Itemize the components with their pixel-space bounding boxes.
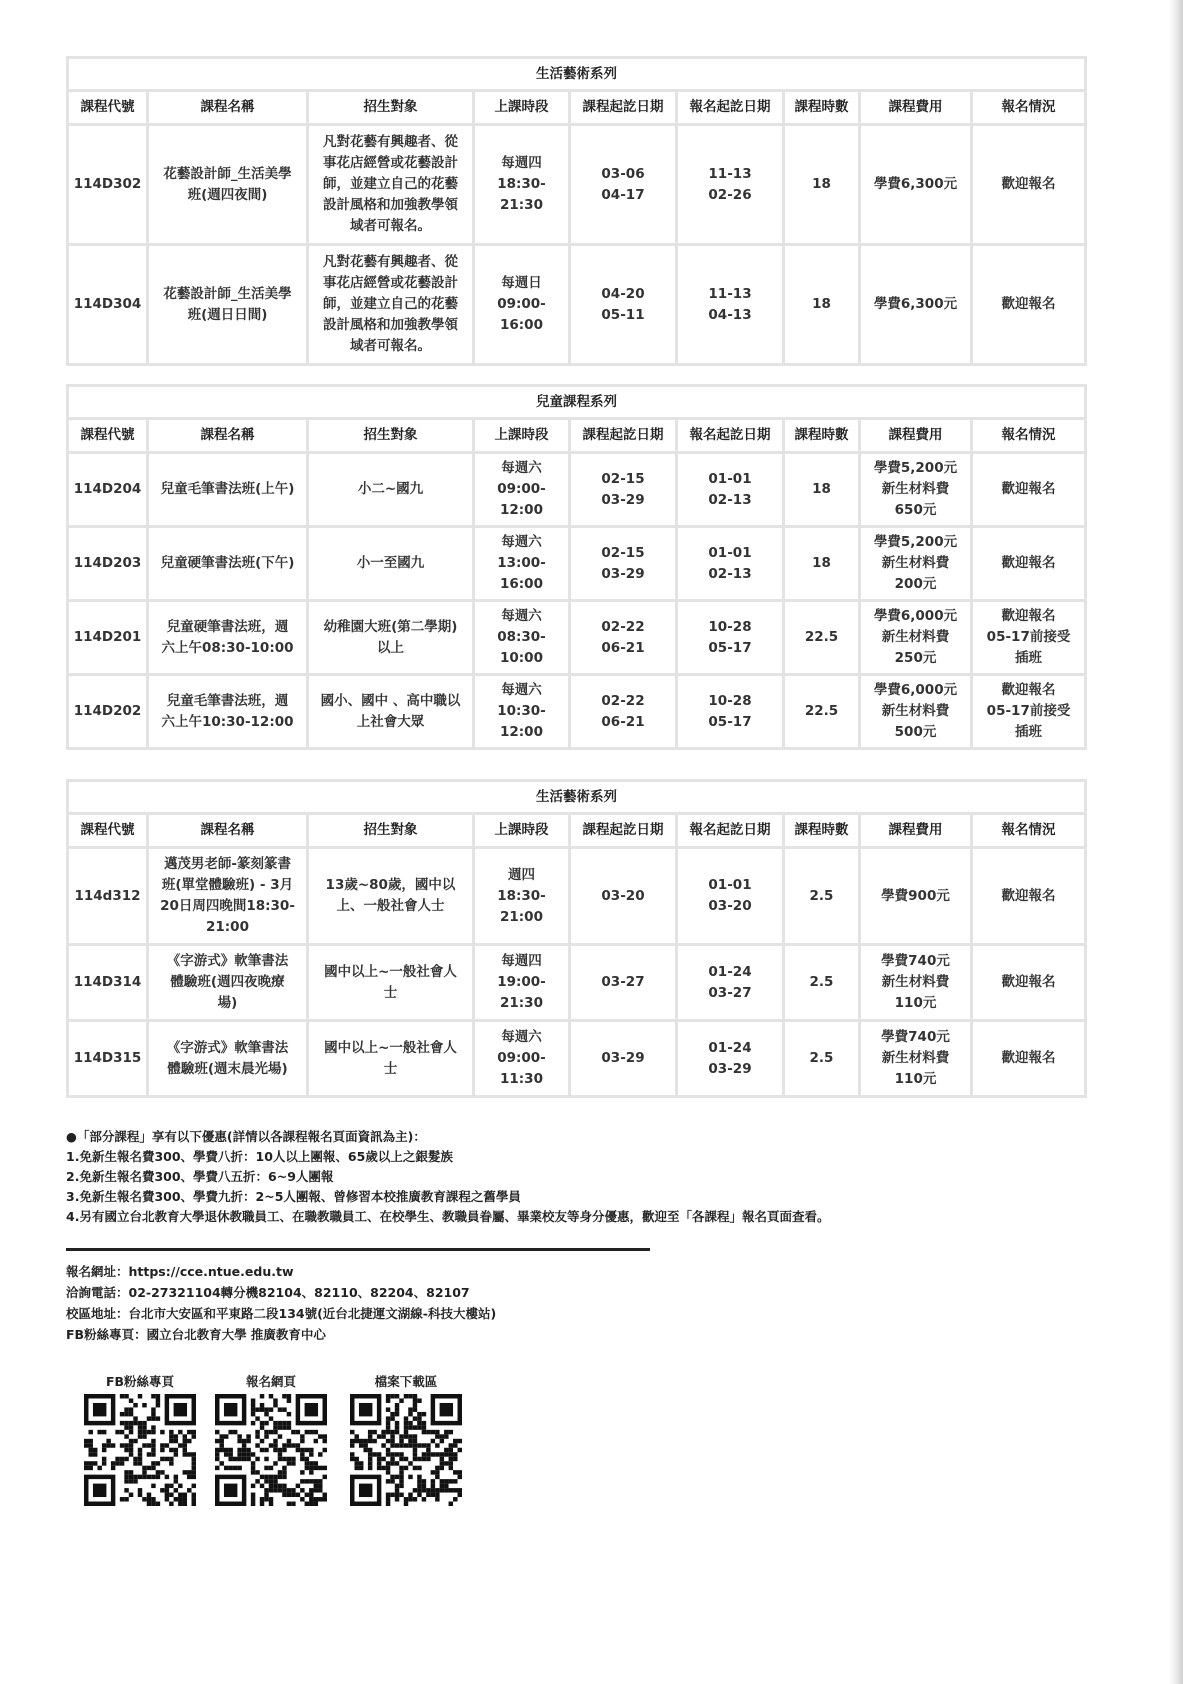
- course-name: [148, 245, 308, 365]
- signup-status[interactable]: [972, 125, 1086, 245]
- target-audience-line: 小二~國九: [357, 481, 424, 497]
- signup-dates: [677, 675, 784, 749]
- signup-status[interactable]: [972, 601, 1086, 675]
- course-fee-line: 新生材料費: [881, 703, 950, 719]
- table-row: [68, 125, 1086, 245]
- table-title: 兒童課程系列: [68, 386, 1086, 419]
- signup-status[interactable]: [972, 527, 1086, 601]
- course-table-children: [66, 384, 1087, 750]
- course-name-line: 邁茂男老師-篆刻篆書: [163, 856, 292, 872]
- qr-signup[interactable]: [211, 1372, 331, 1506]
- column-header: 課程名稱: [148, 419, 308, 453]
- course-dates-line: 03-29: [601, 1050, 645, 1066]
- class-time-line: 18:30-21:30: [497, 176, 546, 213]
- signup-dates: [677, 601, 784, 675]
- signup-dates-line: 01-24: [708, 963, 752, 980]
- course-fee-line: 新生材料費: [881, 555, 950, 571]
- column-header: 報名起訖日期: [677, 91, 784, 125]
- qr-code-icon[interactable]: [350, 1394, 462, 1506]
- course-hours: 18: [784, 527, 860, 601]
- class-time-line: 09:00-16:00: [497, 296, 546, 333]
- column-header: 報名情況: [972, 419, 1086, 453]
- signup-status-line: 歡迎報名: [1001, 682, 1056, 698]
- course-fee-line: 學費5,200元: [873, 460, 958, 476]
- course-code: 114D315: [68, 1021, 148, 1097]
- signup-status[interactable]: [972, 675, 1086, 749]
- table-title: 生活藝術系列: [68, 58, 1086, 91]
- target-audience: [308, 125, 474, 245]
- course-name-line: 兒童硬筆書法班，週: [166, 618, 289, 635]
- signup-dates-line: 01-01: [708, 470, 752, 487]
- target-audience: [308, 453, 474, 527]
- class-time-line: 09:00-11:30: [497, 1050, 546, 1087]
- course-dates-line: 05-11: [601, 306, 645, 323]
- column-header: 上課時段: [474, 814, 570, 848]
- course-fee: [860, 245, 972, 365]
- signup-status-line: 歡迎報名: [1001, 974, 1056, 990]
- course-hours: 18: [784, 125, 860, 245]
- course-dates-line: 06-21: [601, 713, 645, 730]
- course-fee: [860, 848, 972, 945]
- discount-notes: [66, 1127, 1106, 1227]
- target-audience-line: 域者可報名。: [350, 338, 431, 354]
- column-header: 報名起訖日期: [677, 814, 784, 848]
- course-fee-line: 學費6,000元: [873, 608, 958, 624]
- course-dates: [570, 601, 677, 675]
- target-audience-line: 師，並建立自己的花藝: [323, 176, 458, 192]
- signup-dates-line: 03-20: [708, 898, 752, 914]
- signup-status[interactable]: [972, 1021, 1086, 1097]
- course-fee: [860, 527, 972, 601]
- course-dates: [570, 945, 677, 1021]
- signup-dates: [677, 245, 784, 365]
- signup-dates-line: 01-24: [708, 1039, 752, 1056]
- course-fee-line: 新生材料費: [881, 974, 950, 990]
- column-header: 報名情況: [972, 814, 1086, 848]
- target-audience: [308, 527, 474, 601]
- class-time-line: 每週六: [501, 608, 542, 624]
- notes-line: 2.免新生報名費300、學費八五折：6~9人團報: [66, 1169, 334, 1184]
- course-name-line: 兒童毛筆書法班，週: [166, 692, 289, 709]
- class-time-line: 每週六: [501, 534, 542, 550]
- signup-dates-line: 01-01: [708, 544, 752, 561]
- target-audience-line: 設計風格和加強教學領: [323, 197, 458, 213]
- notes-line: 3.免新生報名費300、學費九折：2~5人團報、曾修習本校推廣教育課程之舊學員: [66, 1189, 521, 1204]
- class-time-line: 每週日: [501, 275, 542, 291]
- signup-status-line: 歡迎報名: [1001, 481, 1056, 497]
- course-fee-line: 學費740元: [881, 953, 950, 969]
- target-audience-line: 以上: [377, 639, 404, 656]
- table-row: [68, 527, 1086, 601]
- table-row: [68, 675, 1086, 749]
- target-audience-line: 13歲~80歲，國中以: [325, 877, 456, 893]
- course-dates-line: 02-22: [601, 618, 645, 635]
- course-fee: [860, 601, 972, 675]
- course-fee-line: 學費6,300元: [873, 176, 958, 192]
- target-audience-line: 上、一般社會人士: [336, 898, 445, 914]
- signup-dates-line: 04-13: [708, 306, 752, 323]
- page-edge-shadow: [1169, 0, 1183, 1684]
- target-audience-line: 國中以上~一般社會人: [324, 963, 457, 980]
- course-name: [148, 848, 308, 945]
- signup-status-line: 05-17前接受: [986, 629, 1071, 645]
- course-name-line: 班(週四夜間): [187, 186, 268, 203]
- target-audience-line: 設計風格和加強教學領: [323, 317, 458, 333]
- column-header: 課程代號: [68, 814, 148, 848]
- course-table-life-arts-2: [66, 779, 1087, 1098]
- course-hours: 2.5: [784, 1021, 860, 1097]
- class-time: [474, 245, 570, 365]
- target-audience-line: 士: [383, 1060, 398, 1077]
- target-audience: [308, 945, 474, 1021]
- course-dates: [570, 453, 677, 527]
- course-fee-line: 學費6,300元: [873, 296, 958, 312]
- course-fee-line: 新生材料費: [881, 1050, 950, 1066]
- column-header: 上課時段: [474, 91, 570, 125]
- signup-dates-line: 11-13: [708, 285, 752, 302]
- course-dates-line: 04-20: [601, 285, 645, 302]
- course-fee-line: 新生材料費: [881, 629, 950, 645]
- column-header: 上課時段: [474, 419, 570, 453]
- signup-dates-line: 03-27: [708, 984, 752, 1001]
- column-header: 課程代號: [68, 91, 148, 125]
- target-audience-line: 凡對花藝有興趣者、從: [323, 134, 458, 150]
- table-row: [68, 1021, 1086, 1097]
- course-code: 114D304: [68, 245, 148, 365]
- target-audience-line: 域者可報名。: [350, 218, 431, 234]
- signup-dates-line: 02-13: [708, 565, 752, 582]
- course-name-line: 體驗班(週四夜晚療: [170, 974, 285, 990]
- signup-dates: [677, 453, 784, 527]
- signup-dates: [677, 125, 784, 245]
- table-row: [68, 601, 1086, 675]
- target-audience-line: 凡對花藝有興趣者、從: [323, 254, 458, 270]
- signup-dates-line: 02-13: [708, 491, 752, 508]
- signup-dates-line: 03-29: [708, 1060, 752, 1077]
- class-time: [474, 453, 570, 527]
- course-dates-line: 02-15: [601, 470, 645, 487]
- table-row: [68, 848, 1086, 945]
- course-fee-line: 學費5,200元: [873, 534, 958, 550]
- target-audience-line: 事花店經營或花藝設計: [323, 275, 458, 291]
- notes-line: 4.另有國立台北教育大學退休教職員工、在職教職員工、在校學生、教職員眷屬、畢業校友等身分優惠，歡迎至「各課程」報名頁面查看。: [66, 1209, 830, 1224]
- course-fee: [860, 945, 972, 1021]
- course-fee-line: 學費900元: [881, 887, 950, 904]
- class-time-line: 18:30-21:00: [497, 887, 546, 925]
- signup-status-line: 插班: [1015, 650, 1043, 666]
- course-name-line: 花藝設計師_生活美學: [163, 285, 292, 302]
- course-name-line: 21:00: [206, 919, 249, 935]
- signup-dates-line: 01-01: [708, 877, 752, 893]
- qr-code-icon[interactable]: [215, 1394, 327, 1506]
- target-audience-line: 小一至國九: [356, 555, 425, 571]
- signup-status-line: 歡迎報名: [1001, 555, 1056, 571]
- class-time: [474, 675, 570, 749]
- table-title: 生活藝術系列: [68, 781, 1086, 814]
- course-table-life-arts-1: [66, 56, 1087, 366]
- course-code: 114D314: [68, 945, 148, 1021]
- course-code: 114D204: [68, 453, 148, 527]
- course-name-line: 班(單堂體驗班) - 3月: [161, 877, 294, 893]
- course-fee: [860, 125, 972, 245]
- class-time-line: 每週六: [501, 1029, 542, 1045]
- signup-status[interactable]: [972, 245, 1086, 365]
- target-audience-line: 國小、國中 、高中職以: [320, 692, 461, 709]
- signup-dates: [677, 527, 784, 601]
- table-row: [68, 453, 1086, 527]
- course-code: 114D302: [68, 125, 148, 245]
- column-header: 課程名稱: [148, 814, 308, 848]
- divider: [66, 1248, 650, 1251]
- notes-line: 1.免新生報名費300、學費八折：10人以上團報、65歲以上之銀髮族: [66, 1149, 453, 1164]
- course-dates: [570, 1021, 677, 1097]
- course-name-line: 六上午08:30-10:00: [161, 639, 294, 656]
- class-time-line: 19:00-21:30: [497, 974, 546, 1011]
- target-audience-line: 事花店經營或花藝設計: [323, 155, 458, 171]
- column-header: 課程代號: [68, 419, 148, 453]
- class-time: [474, 1021, 570, 1097]
- course-dates: [570, 675, 677, 749]
- column-header: 課程費用: [860, 419, 972, 453]
- signup-status-line: 歡迎報名: [1001, 608, 1056, 624]
- course-fee-line: 學費6,000元: [873, 682, 958, 698]
- course-dates: [570, 848, 677, 945]
- signup-dates-line: 02-26: [708, 186, 752, 203]
- course-dates-line: 03-06: [601, 165, 645, 182]
- campus-address: 校區地址：台北市大安區和平東路二段134號(近台北捷運文湖線-科技大樓站): [66, 1306, 497, 1321]
- qr-fb[interactable]: [80, 1372, 200, 1506]
- class-time-line: 每週四: [501, 953, 542, 969]
- course-dates-line: 03-29: [601, 491, 645, 508]
- signup-status-line: 歡迎報名: [1001, 296, 1056, 312]
- class-time-line: 週四: [508, 866, 535, 883]
- course-dates-line: 03-27: [601, 974, 645, 990]
- course-dates-line: 03-29: [601, 565, 645, 582]
- course-code: 114D201: [68, 601, 148, 675]
- course-dates: [570, 527, 677, 601]
- class-time: [474, 945, 570, 1021]
- class-time: [474, 125, 570, 245]
- course-name-line: 六上午10:30-12:00: [161, 713, 294, 730]
- course-hours: 18: [784, 453, 860, 527]
- signup-status-line: 歡迎報名: [1001, 176, 1056, 192]
- class-time-line: 10:30-12:00: [497, 703, 546, 740]
- course-name-line: 20日周四晚間18:30-: [160, 898, 295, 914]
- course-name-line: 兒童毛筆書法班(上午): [160, 481, 295, 497]
- course-fee-line: 500元: [894, 724, 937, 740]
- class-time-line: 每週四: [501, 155, 542, 171]
- course-name: [148, 675, 308, 749]
- signup-dates: [677, 1021, 784, 1097]
- course-code: 114D202: [68, 675, 148, 749]
- qr-label: 檔案下載區: [374, 1374, 438, 1389]
- signup-status-line: 歡迎報名: [1001, 887, 1056, 904]
- course-fee-line: 650元: [894, 502, 937, 518]
- course-fee-line: 學費740元: [881, 1029, 950, 1045]
- column-header: 課程時數: [784, 419, 860, 453]
- course-name: [148, 125, 308, 245]
- signup-status-line: 05-17前接受: [986, 703, 1071, 719]
- course-name-line: 班(週日日間): [187, 306, 268, 323]
- signup-dates-line: 05-17: [708, 713, 752, 730]
- course-dates-line: 06-21: [601, 639, 645, 656]
- course-hours: 22.5: [784, 675, 860, 749]
- target-audience-line: 師，並建立自己的花藝: [323, 296, 458, 312]
- class-time-line: 08:30-10:00: [497, 629, 546, 666]
- course-name: [148, 527, 308, 601]
- course-fee-line: 250元: [894, 650, 937, 666]
- target-audience-line: 國中以上~一般社會人: [324, 1039, 457, 1056]
- class-time-line: 13:00-16:00: [497, 555, 546, 592]
- target-audience: [308, 1021, 474, 1097]
- class-time-line: 每週六: [501, 682, 542, 698]
- fb-page: FB粉絲專頁：國立台北教育大學 推廣教育中心: [66, 1327, 326, 1342]
- course-name-line: 場): [217, 995, 238, 1011]
- qr-download[interactable]: [346, 1372, 466, 1506]
- class-time-line: 09:00-12:00: [497, 481, 546, 518]
- contact-info: [66, 1261, 496, 1345]
- course-fee: [860, 1021, 972, 1097]
- signup-status-line: 歡迎報名: [1001, 1050, 1056, 1066]
- target-audience: [308, 675, 474, 749]
- course-fee-line: 200元: [894, 576, 937, 592]
- column-header: 課程時數: [784, 814, 860, 848]
- signup-dates: [677, 848, 784, 945]
- course-dates-line: 02-15: [601, 544, 645, 561]
- column-header: 課程費用: [860, 91, 972, 125]
- signup-dates-line: 10-28: [708, 692, 752, 709]
- course-name-line: 《字游式》軟筆書法: [166, 1039, 289, 1056]
- course-fee: [860, 675, 972, 749]
- column-header: 課程起訖日期: [570, 419, 677, 453]
- course-name: [148, 453, 308, 527]
- course-fee-line: 110元: [894, 1071, 937, 1087]
- course-dates-line: 02-22: [601, 692, 645, 709]
- course-fee-line: 新生材料費: [881, 481, 950, 497]
- course-dates: [570, 125, 677, 245]
- target-audience: [308, 245, 474, 365]
- signup-dates-line: 05-17: [708, 639, 752, 656]
- course-code: 114d312: [68, 848, 148, 945]
- signup-dates-line: 10-28: [708, 618, 752, 635]
- column-header: 招生對象: [308, 419, 474, 453]
- signup-dates: [677, 945, 784, 1021]
- signup-status[interactable]: [972, 848, 1086, 945]
- column-header: 課程時數: [784, 91, 860, 125]
- class-time: [474, 601, 570, 675]
- column-header: 招生對象: [308, 91, 474, 125]
- column-header: 課程起訖日期: [570, 814, 677, 848]
- target-audience-line: 士: [383, 984, 398, 1001]
- column-header: 課程費用: [860, 814, 972, 848]
- column-header: 課程起訖日期: [570, 91, 677, 125]
- column-header: 招生對象: [308, 814, 474, 848]
- course-name-line: 兒童硬筆書法班(下午): [160, 555, 295, 571]
- signup-status[interactable]: [972, 453, 1086, 527]
- course-name: [148, 945, 308, 1021]
- course-hours: 22.5: [784, 601, 860, 675]
- course-dates: [570, 245, 677, 365]
- qr-label: FB粉絲專頁: [105, 1374, 175, 1389]
- course-name-line: 《字游式》軟筆書法: [166, 953, 289, 969]
- course-name: [148, 601, 308, 675]
- course-hours: 18: [784, 245, 860, 365]
- target-audience-line: 上社會大眾: [356, 713, 425, 730]
- column-header: 課程名稱: [148, 91, 308, 125]
- target-audience-line: 幼稚園大班(第二學期): [323, 618, 458, 635]
- signup-status[interactable]: [972, 945, 1086, 1021]
- course-hours: 2.5: [784, 848, 860, 945]
- notes-line: ●「部分課程」享有以下優惠(詳情以各課程報名頁面資訊為主)：: [66, 1129, 426, 1144]
- course-dates-line: 03-20: [601, 887, 645, 904]
- course-name: [148, 1021, 308, 1097]
- class-time-line: 每週六: [501, 460, 542, 476]
- table-row: [68, 245, 1086, 365]
- course-fee: [860, 453, 972, 527]
- class-time: [474, 527, 570, 601]
- course-name-line: 體驗班(週末晨光場): [167, 1060, 288, 1077]
- course-name-line: 花藝設計師_生活美學: [163, 165, 292, 182]
- class-time: [474, 848, 570, 945]
- course-dates-line: 04-17: [601, 186, 645, 203]
- table-row: [68, 945, 1086, 1021]
- target-audience: [308, 848, 474, 945]
- course-fee-line: 110元: [894, 995, 937, 1011]
- course-hours: 2.5: [784, 945, 860, 1021]
- signup-status-line: 插班: [1015, 724, 1043, 740]
- column-header: 報名起訖日期: [677, 419, 784, 453]
- target-audience: [308, 601, 474, 675]
- signup-url[interactable]: 報名網址：https://cce.ntue.edu.tw: [66, 1264, 294, 1279]
- phone-number: 洽詢電話：02-27321104轉分機82104、82110、82204、82107: [66, 1285, 470, 1300]
- qr-label: 報名網頁: [245, 1374, 296, 1389]
- column-header: 報名情況: [972, 91, 1086, 125]
- course-code: 114D203: [68, 527, 148, 601]
- signup-dates-line: 11-13: [708, 165, 752, 182]
- qr-code-icon[interactable]: [84, 1394, 196, 1506]
